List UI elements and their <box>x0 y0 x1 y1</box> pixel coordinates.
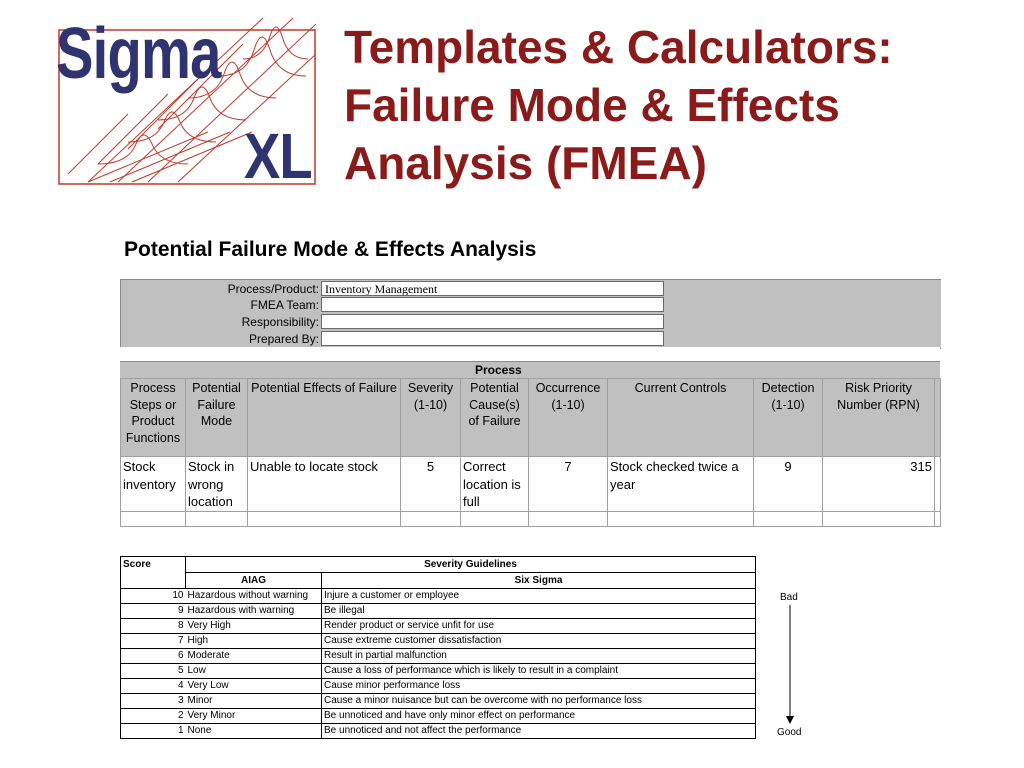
table-row <box>121 604 756 619</box>
slide-title-line-2: Failure Mode & Effects <box>344 79 840 131</box>
aiag-cell: None <box>186 724 322 739</box>
aiag-cell: Very Low <box>186 679 322 694</box>
col-header-failure-mode: Potential Failure Mode <box>186 379 248 457</box>
empty-cell[interactable] <box>608 511 754 526</box>
score-cell: 3 <box>121 694 186 709</box>
process-section-bar <box>120 361 940 378</box>
sixsigma-cell: Cause minor performance loss <box>322 679 756 694</box>
empty-cell[interactable] <box>401 511 461 526</box>
responsibility-label: Responsibility: <box>241 315 319 329</box>
score-cell: 2 <box>121 709 186 724</box>
sixsigma-cell: Be unnoticed and have only minor effect on performance <box>322 709 756 724</box>
table-row <box>121 589 756 604</box>
slide-title <box>344 18 1004 192</box>
process-product-label: Process/Product: <box>227 282 319 296</box>
logo-word-sigma: Sigma <box>56 14 221 94</box>
empty-cell[interactable] <box>823 511 935 526</box>
score-cell: 7 <box>121 634 186 649</box>
col-header-causes: Potential Cause(s) of Failure <box>461 379 529 457</box>
cell-occurrence[interactable]: 7 <box>529 457 608 512</box>
table-row <box>121 649 756 664</box>
table-row <box>121 457 941 512</box>
aiag-cell: Very High <box>186 619 322 634</box>
empty-cell[interactable] <box>461 511 529 526</box>
table-row <box>121 724 756 739</box>
down-arrow-icon <box>784 605 796 725</box>
score-cell: 1 <box>121 724 186 739</box>
table-row <box>121 619 756 634</box>
cell-causes[interactable]: Correct location is full <box>461 457 529 512</box>
sixsigma-cell: Cause a loss of performance which is likely to result in a complaint <box>322 664 756 679</box>
col-header-detection: Detection (1-10) <box>754 379 823 457</box>
table-row <box>121 709 756 724</box>
cell-severity[interactable]: 5 <box>401 457 461 512</box>
fmea-info-panel <box>120 279 941 349</box>
col-header-effects: Potential Effects of Failure <box>248 379 401 457</box>
sixsigma-cell: Result in partial malfunction <box>322 649 756 664</box>
col-header-severity: Severity (1-10) <box>401 379 461 457</box>
severity-subheader-row <box>121 573 756 589</box>
fmea-team-field[interactable] <box>321 297 664 312</box>
col-header-process-steps: Process Steps or Product Functions <box>121 379 186 457</box>
score-cell: 6 <box>121 649 186 664</box>
sixsigma-header: Six Sigma <box>322 573 756 589</box>
aiag-cell: High <box>186 634 322 649</box>
aiag-cell: Very Minor <box>186 709 322 724</box>
cell-rpn[interactable]: 315 <box>823 457 935 512</box>
sigmaxl-logo <box>56 14 316 192</box>
responsibility-field[interactable] <box>321 314 664 329</box>
info-row-fmea-team <box>121 297 941 314</box>
scale-good-label: Good <box>777 727 802 738</box>
aiag-cell: Hazardous without warning <box>186 589 322 604</box>
severity-title: Severity Guidelines <box>186 557 756 573</box>
empty-cell <box>935 511 941 526</box>
process-section-label: Process <box>475 363 522 377</box>
slide-title-line-1: Templates & Calculators: <box>344 21 893 73</box>
col-header-rpn: Risk Priority Number (RPN) <box>823 379 935 457</box>
table-row <box>121 664 756 679</box>
score-cell: 4 <box>121 679 186 694</box>
severity-rows <box>121 589 756 739</box>
col-header-occurrence: Occurrence (1-10) <box>529 379 608 457</box>
table-row-empty <box>121 511 941 526</box>
slide-title-line-3: Analysis (FMEA) <box>344 137 707 189</box>
cell-controls[interactable]: Stock checked twice a year <box>608 457 754 512</box>
col-header-controls: Current Controls <box>608 379 754 457</box>
cell-detection[interactable]: 9 <box>754 457 823 512</box>
empty-cell[interactable] <box>186 511 248 526</box>
cell-failure-mode[interactable]: Stock in wrong location <box>186 457 248 512</box>
aiag-cell: Moderate <box>186 649 322 664</box>
aiag-cell: Minor <box>186 694 322 709</box>
severity-title-row <box>121 557 756 573</box>
info-row-prepared-by <box>121 331 941 348</box>
fmea-team-label: FMEA Team: <box>250 298 319 312</box>
empty-cell[interactable] <box>754 511 823 526</box>
fmea-table <box>120 378 941 527</box>
fmea-header-row <box>121 379 941 457</box>
info-row-process-product <box>121 281 941 298</box>
cell-overflow <box>935 457 941 512</box>
empty-cell[interactable] <box>529 511 608 526</box>
sixsigma-cell: Cause extreme customer dissatisfaction <box>322 634 756 649</box>
score-cell: 9 <box>121 604 186 619</box>
empty-cell[interactable] <box>248 511 401 526</box>
table-row <box>121 634 756 649</box>
table-row <box>121 694 756 709</box>
score-header: Score <box>121 557 186 589</box>
sixsigma-cell: Cause a minor nuisance but can be overcome with no performance loss <box>322 694 756 709</box>
col-header-overflow <box>935 379 941 457</box>
fmea-heading: Potential Failure Mode & Effects Analysis <box>124 238 537 261</box>
aiag-header: AIAG <box>186 573 322 589</box>
sixsigma-cell: Be illegal <box>322 604 756 619</box>
table-row <box>121 679 756 694</box>
score-cell: 10 <box>121 589 186 604</box>
scale-bad-label: Bad <box>780 592 798 603</box>
sixsigma-cell: Be unnoticed and not affect the performance <box>322 724 756 739</box>
aiag-cell: Hazardous with warning <box>186 604 322 619</box>
process-product-field[interactable]: Inventory Management <box>321 281 664 296</box>
empty-cell[interactable] <box>121 511 186 526</box>
sixsigma-cell: Render product or service unfit for use <box>322 619 756 634</box>
cell-process-step[interactable]: Stock inventory <box>121 457 186 512</box>
score-cell: 5 <box>121 664 186 679</box>
score-cell: 8 <box>121 619 186 634</box>
sixsigma-cell: Injure a customer or employee <box>322 589 756 604</box>
cell-effects[interactable]: Unable to locate stock <box>248 457 401 512</box>
severity-guidelines-table <box>120 556 756 739</box>
aiag-cell: Low <box>186 664 322 679</box>
info-row-responsibility <box>121 314 941 331</box>
fmea-spacer <box>120 347 940 361</box>
prepared-by-label: Prepared By: <box>248 332 319 346</box>
logo-word-xl: XL <box>244 120 312 192</box>
prepared-by-field[interactable] <box>321 331 664 346</box>
